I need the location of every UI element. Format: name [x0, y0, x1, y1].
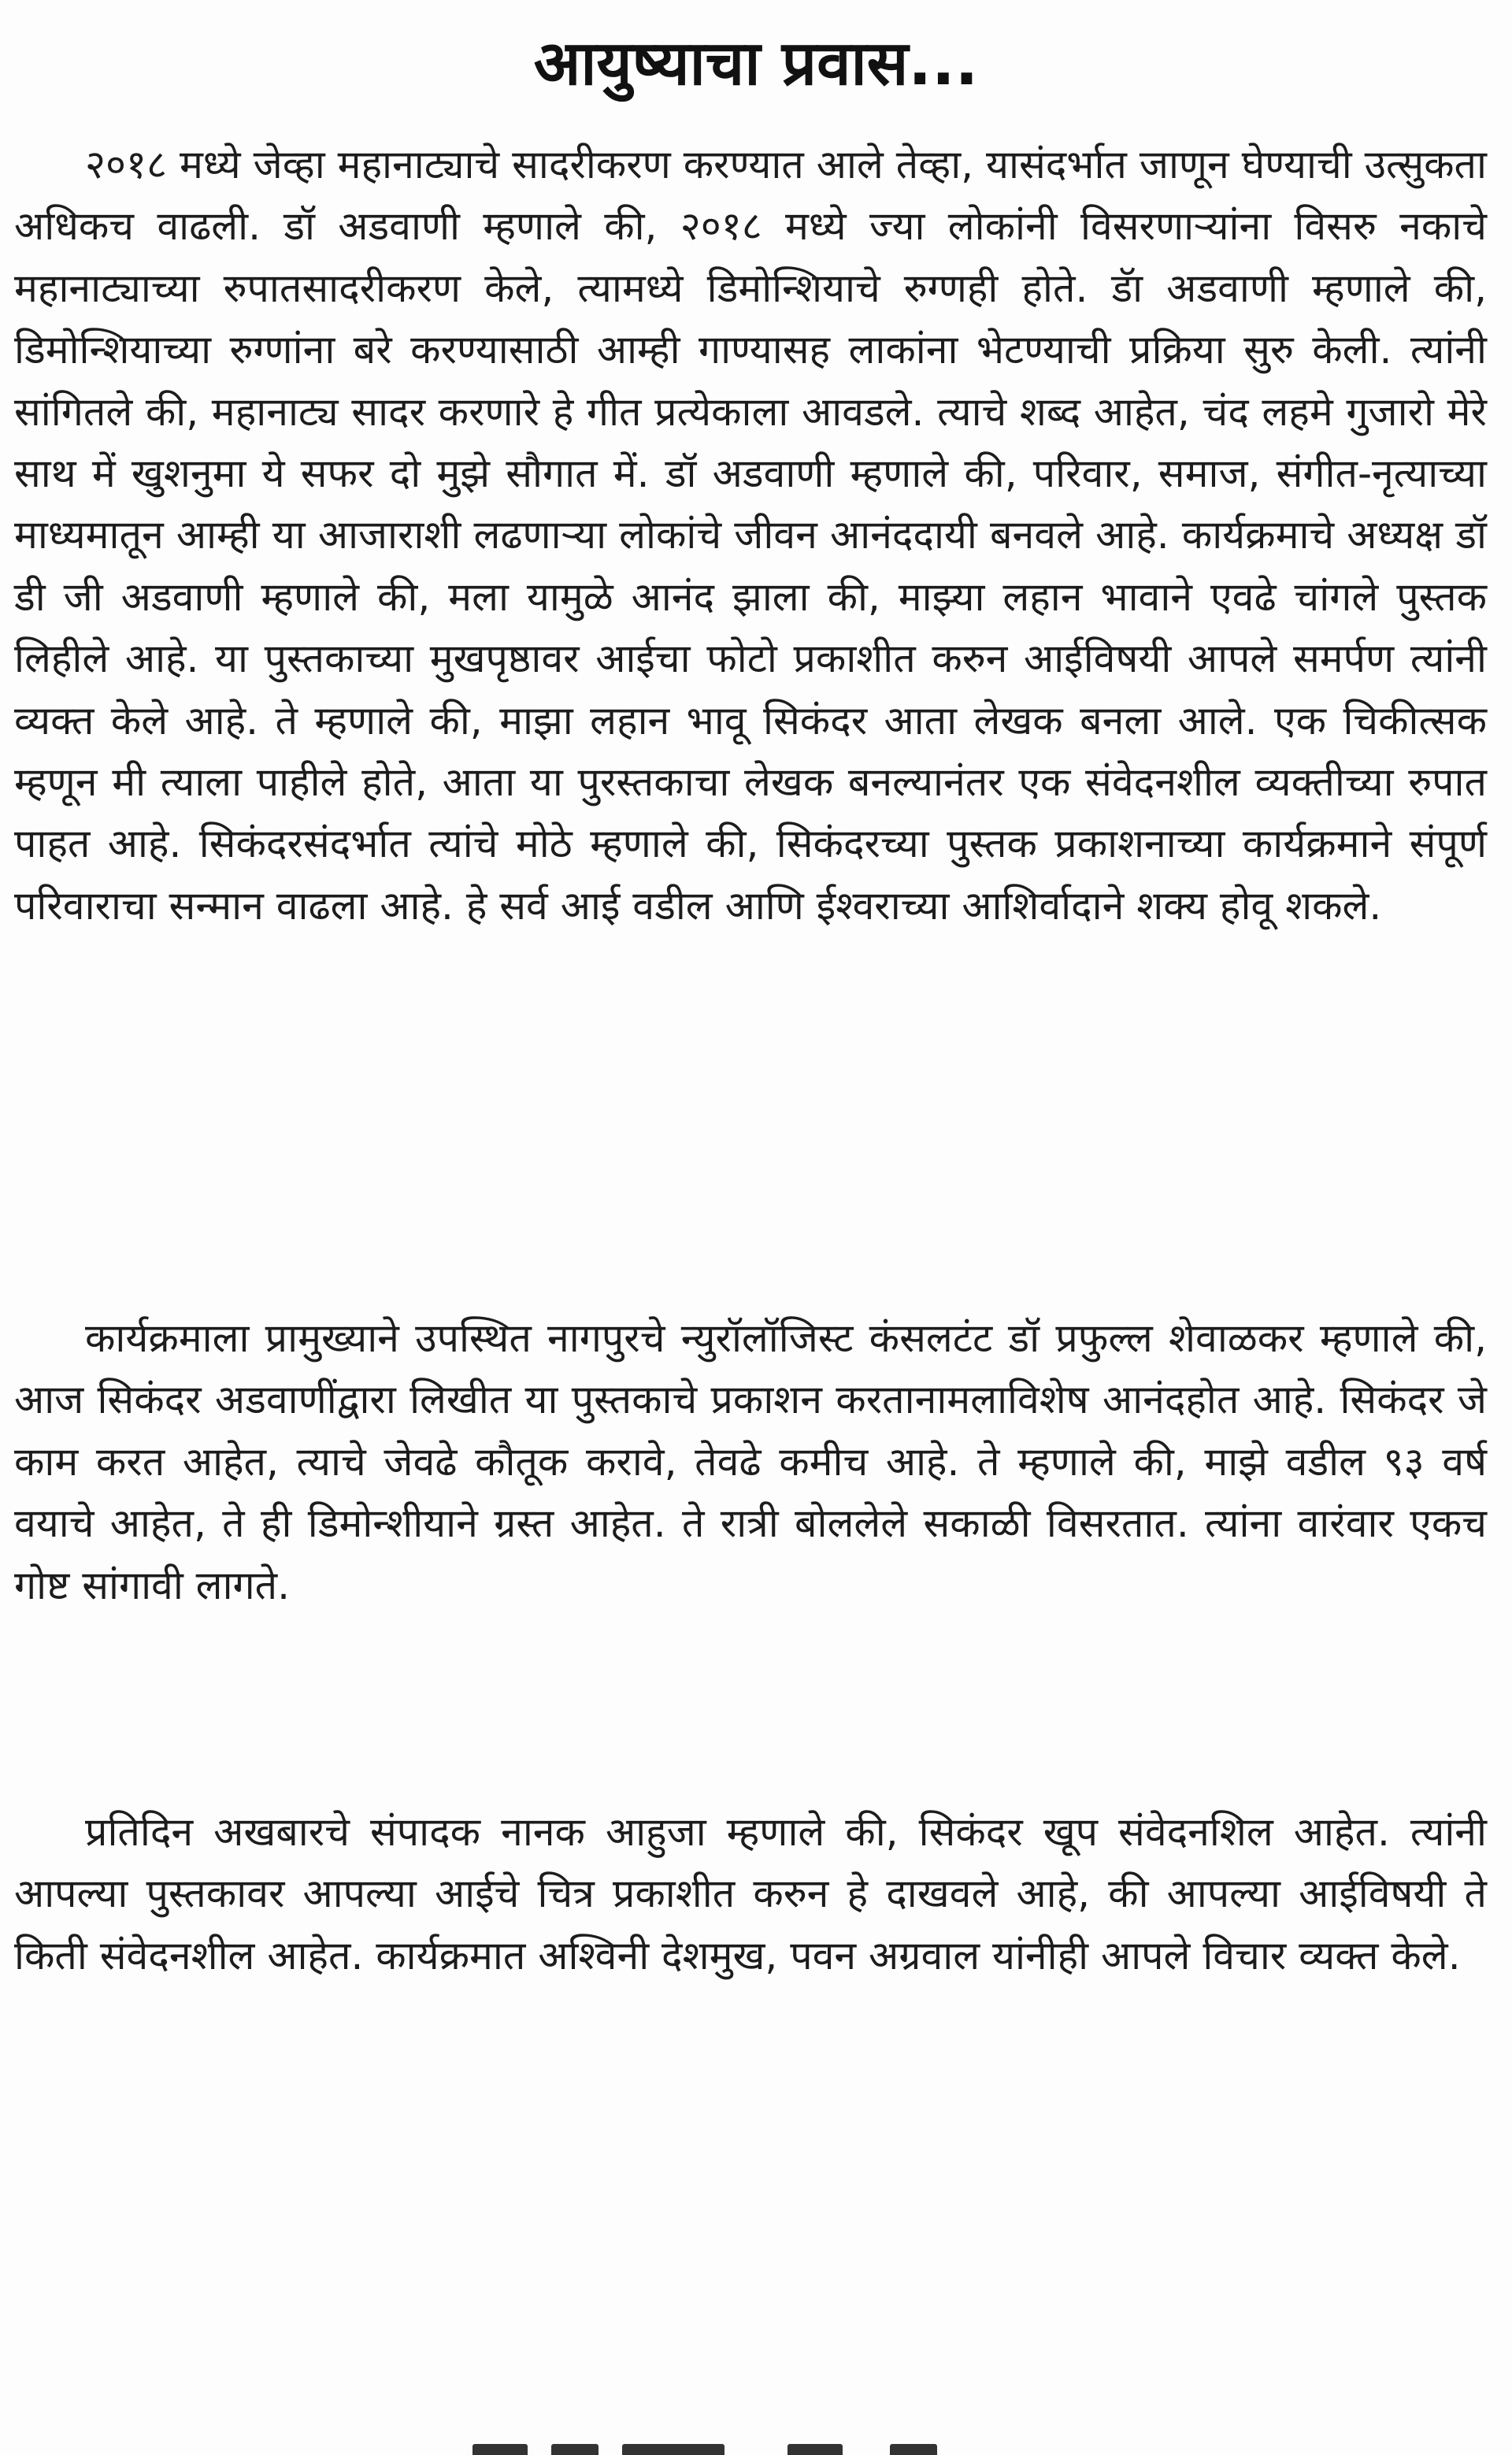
cut-off-glyph: [890, 2444, 937, 2455]
article-body: [14, 134, 1487, 2049]
article-paragraph: २०१८ मध्ये जेव्हा महानाट्याचे सादरीकरण करण्यात आले तेव्हा, यासंदर्भात जाणून घेण्याची उत्सुकता अधिकच वाढली. डॉ अडवाणी म्हणाले की, २०१८ मध्ये ज्या लोकांनी विसरणाऱ्यांना विसरु नकाचे महानाट्याच्या रुपातसादरीकरण केले, त्यामध्ये डिमोन्शियाचे रुग्णही होते. डॅा अडवाणी म्हणाले की, डिमोन्शियाच्या रुग्णांना बरे करण्यासाठी आम्ही गाण्यासह लाकांना भेटण्याची प्रक्रिया सुरु केली. त्यांनी सांगितले की, महानाट्य सादर करणारे हे गीत प्रत्येकाला आवडले. त्याचे शब्द आहेत, चंद लहमे गुजारो मेरे साथ में खुशनुमा ये सफर दो मुझे सौगात में. डॉ अडवाणी म्हणाले की, परिवार, समाज, संगीत-नृत्याच्या माध्यमातून आम्ही या आजाराशी लढणाऱ्या लोकांचे जीवन आनंददायी बनवले आहे. कार्यक्रमाचे अध्यक्ष डॉ डी जी अडवाणी म्हणाले की, मला यामुळे आनंद झाला की, माझ्या लहान भावाने एवढे चांगले पुस्तक लिहीले आहे. या पुस्तकाच्या मुखपृष्ठावर आईचा फोटो प्रकाशीत करुन आईविषयी आपले समर्पण त्यांनी व्यक्त केले आहे. ते म्हणाले की, माझा लहान भावू सिकंदर आता लेखक बनला आले. एक चिकीत्सक म्हणून मी त्याला पाहीले होते, आता या पुरस्तकाचा लेखक बनल्यानंतर एक संवेदनशील व्यक्तीच्या रुपात पाहत आहे. सिकंदरसंदर्भात त्यांचे मोठे म्हणाले की, सिकंदरच्या पुस्तक प्रकाशनाच्या कार्यक्रमाने संपूर्ण परिवाराचा सन्मान वाढला आहे. हे सर्व आई वडील आणि ईश्वराच्या आशिर्वादाने शक्य होवू शकले.: [14, 142, 1487, 929]
article-paragraph: प्रतिदिन अखबारचे संपादक नानक आहुजा म्हणाले की, सिकंदर खूप संवेदनशिल आहेत. त्यांनी आपल्या पुस्तकावर आपल्या आईचे चित्र प्रकाशीत करुन हे दाखवले आहे, की आपल्या आईविषयी ते किती संवेदनशील आहेत. कार्यक्रमात अश्विनी देशमुख, पवन अग्रवाल यांनीही आपले विचार व्यक्त केले.: [14, 1809, 1487, 1978]
cut-off-glyph: [551, 2444, 598, 2455]
article-headline: आयुष्याचा प्रवास...: [533, 28, 979, 99]
cut-off-glyph: [472, 2444, 528, 2455]
cut-off-glyph: [788, 2444, 843, 2455]
cut-off-next-line: [0, 2430, 1512, 2455]
cut-off-glyph: [622, 2444, 724, 2455]
article-paragraph: कार्यक्रमाला प्रामुख्याने उपस्थित नागपुरचे न्युरॉलॉजिस्ट कंसलटंट डॉ प्रफुल्ल शेवाळकर म्हणाले की, आज सिकंदर अडवाणींद्वारा लिखीत या पुस्तकाचे प्रकाशन करतानामलाविशेष आनंदहोत आहे. सिकंदर जे काम करत आहेत, त्याचे जेवढे कौतूक करावे, तेवढे कमीच आहे. ते म्हणाले की, माझे वडील ९३ वर्ष वयाचे आहेत, ते ही डिमोन्शीयाने ग्रस्त आहेत. ते रात्री बोललेले सकाळी विसरतात. त्यांना वारंवार एकच गोष्ट सांगावी लागते.: [14, 1315, 1487, 1608]
